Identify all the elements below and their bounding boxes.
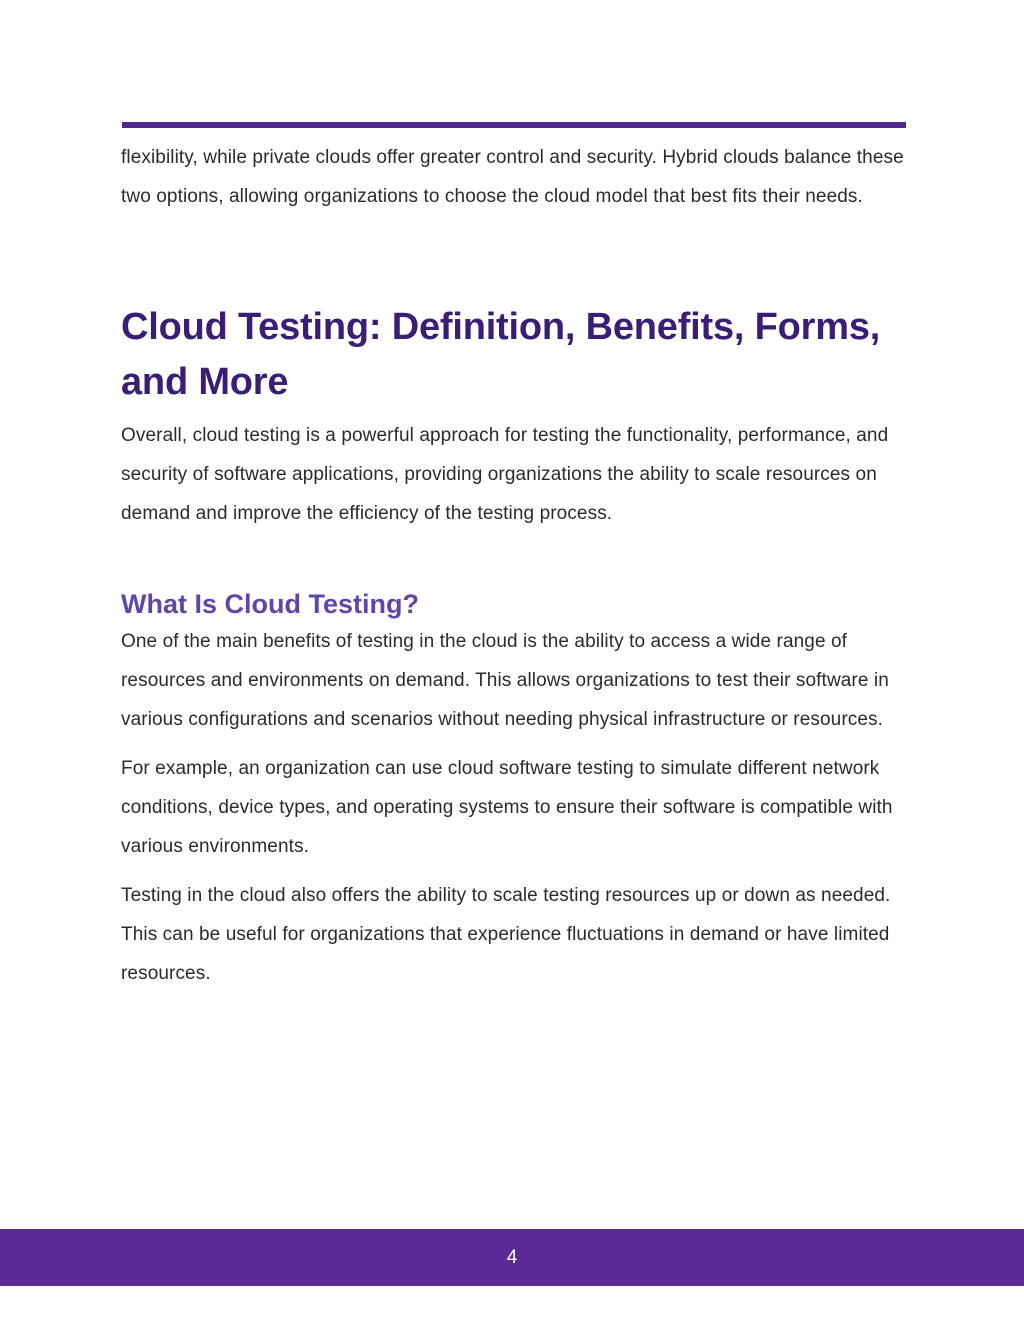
section-title: Cloud Testing: Definition, Benefits, Forms, and More: [121, 306, 881, 403]
subsection-paragraph-2: For example, an organization can use cloud software testing to simulate different network conditions, device types, and operating systems to ensure their software is compatible with various environments.: [121, 758, 893, 857]
section-paragraph: Overall, cloud testing is a powerful approach for testing the functionality, performance, and security of software applications, providing organizations the ability to scale resources on demand and improve the efficiency of the testing process.: [121, 425, 889, 524]
subsection-title: What Is Cloud Testing?: [121, 589, 419, 619]
top-divider: [122, 122, 906, 128]
intro-paragraph: flexibility, while private clouds offer greater control and security. Hybrid clouds balance these two options, allowing organizations to choose the cloud model that best fits their needs.: [121, 147, 904, 207]
footer-bar: [0, 1229, 1024, 1286]
page-number: 4: [506, 1246, 518, 1268]
subsection-paragraph-3: Testing in the cloud also offers the ability to scale testing resources up or down as needed. This can be useful for organizations that experience fluctuations in demand or have limited resources.: [121, 885, 891, 984]
page-content: [121, 138, 911, 1003]
subsection-paragraph-1: One of the main benefits of testing in the cloud is the ability to access a wide range of resources and environments on demand. This allows organizations to test their software in various configurations and scenarios without needing physical infrastructure or resources.: [121, 631, 889, 730]
